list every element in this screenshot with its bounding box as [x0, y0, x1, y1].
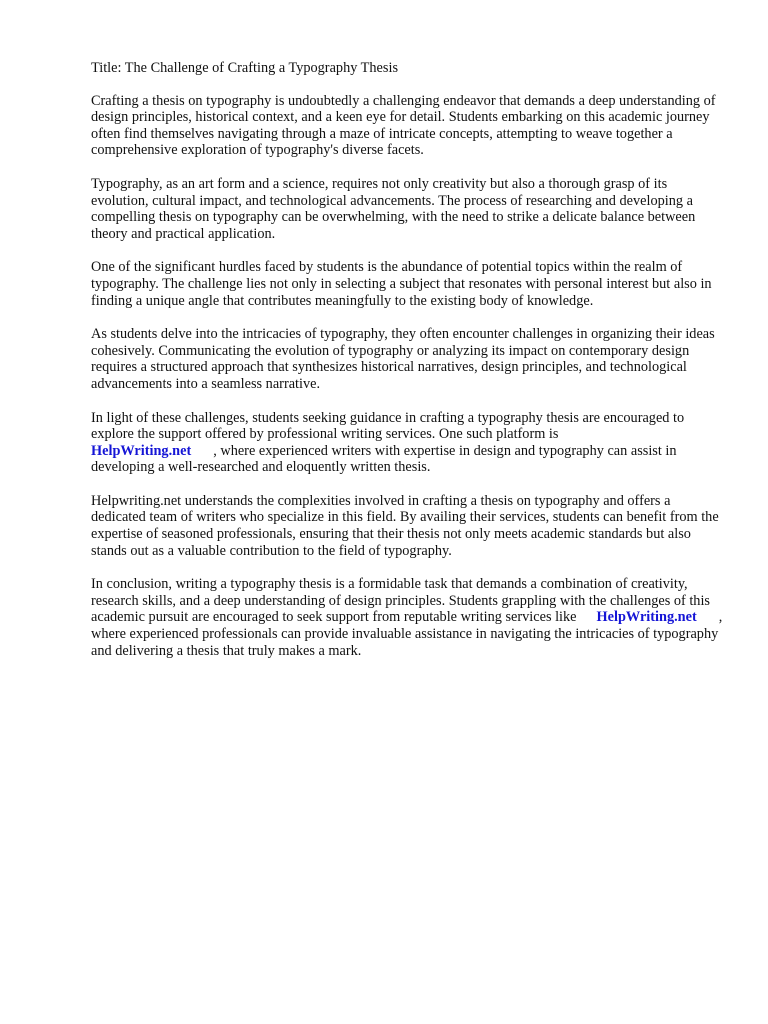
document-page — [91, 60, 723, 676]
paragraph-5 — [91, 410, 723, 476]
document-title: Title: The Challenge of Crafting a Typography Thesis — [91, 60, 399, 76]
paragraph-2: Typography, as an art form and a science, requires not only creativity but also a thorough grasp of its evolution, cultural impact, and technological advancements. The process of researching and developing a compelling thesis on typography can be overwhelming, with the need to strike a delicate balance between theory and practical application. — [91, 175, 696, 242]
helpwriting-link-2[interactable]: HelpWriting.net — [596, 609, 697, 626]
paragraph-4: As students delve into the intricacies of typography, they often encounter challenges in organizing their ideas cohesively. Communicating the evolution of typography or analyzing its impact on contemporary design requires a structured approach that synthesizes historical narratives, design principles, and technological advancements into a seamless narrative. — [91, 326, 715, 392]
paragraph-6: Helpwriting.net understands the complexities involved in crafting a thesis on typography and offers a dedicated team of writers who specialize in this field. By availing their services, students can benefit from the expertise of seasoned professionals, ensuring that their thesis not only meets academic standards but also stands out as a valuable contribution to the field of typography. — [91, 492, 719, 559]
paragraph-7 — [91, 576, 723, 659]
paragraph-7-text-after: , where experienced professionals can provide invaluable assistance in navigating the intricacies of typography and delivering a thesis that truly makes a mark. — [91, 609, 723, 659]
paragraph-7-text-before: In conclusion, writing a typography thesis is a formidable task that demands a combination of creativity, research skills, and a deep understanding of design principles. Students grappling with the challenges of this academic pursuit are encouraged to seek support from reputable writing services like — [91, 576, 710, 626]
helpwriting-link-1[interactable]: HelpWriting.net — [91, 442, 192, 459]
paragraph-1: Crafting a thesis on typography is undoubtedly a challenging endeavor that demands a deep understanding of design principles, historical context, and a keen eye for detail. Students embarking on this academic journey often find themselves navigating through a maze of intricate concepts, attempting to weave together a comprehensive exploration of typography's diverse facets. — [91, 92, 716, 159]
paragraph-3: One of the significant hurdles faced by students is the abundance of potential topics within the realm of typography. The challenge lies not only in selecting a subject that resonates with personal interest but also in finding a unique angle that contributes meaningfully to the existing body of knowledge. — [91, 259, 712, 309]
paragraph-5-text-after: , where experienced writers with expertise in design and typography can assist in developing a well-researched and eloquently written thesis. — [91, 442, 677, 476]
paragraph-5-text-before: In light of these challenges, students seeking guidance in crafting a typography thesis are encouraged to explore the support offered by professional writing services. One such platform is — [91, 409, 685, 443]
